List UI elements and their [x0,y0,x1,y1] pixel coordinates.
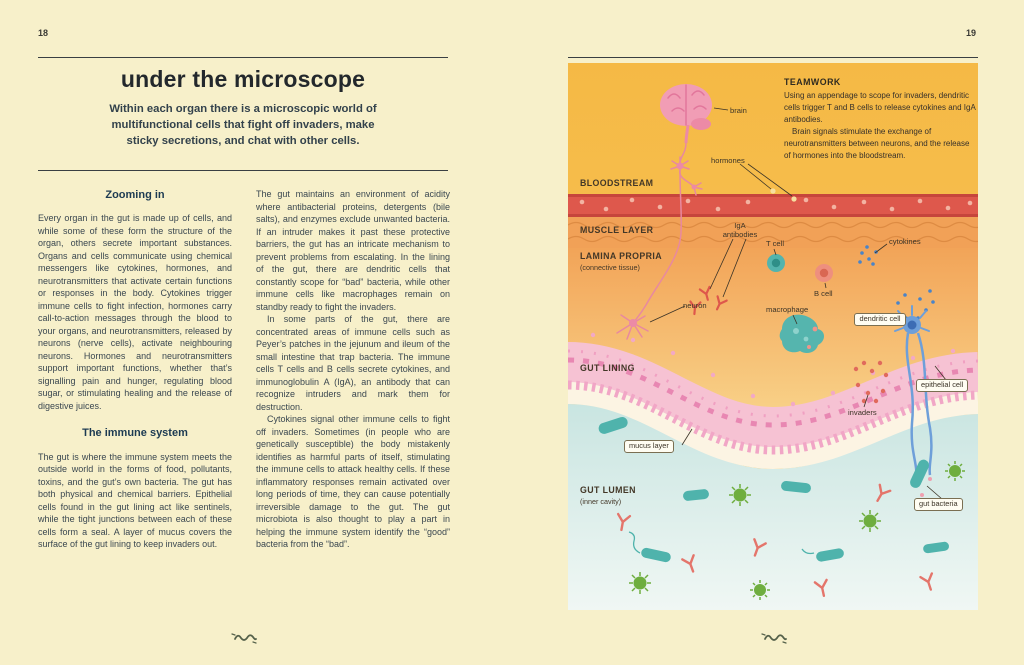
teamwork-body-2: Brain signals stimulate the exchange of neurotransmitters between neurons, and the release of hormones into the bloodstream. [784,127,970,160]
label-dendritic-cell: dendritic cell [854,313,906,326]
label-muscle-layer: MUSCLE LAYER [580,225,654,235]
page-number-left: 18 [38,28,49,38]
label-mucus-layer: mucus layer [624,440,674,453]
label-gut-lumen-sub: (inner cavity) [580,497,622,506]
teamwork-annotation [784,77,976,162]
label-macrophage: macrophage [766,305,809,314]
heading-immune-system: The immune system [82,427,188,440]
top-rule-right [568,57,978,58]
label-cytokines: cytokines [889,237,921,246]
teamwork-body-1: Using an appendage to scope for invaders, dendritic cells trigger T and B cells to release cytokines and IgA antibodies. [784,91,976,124]
teamwork-title: TEAMWORK [784,77,841,87]
label-brain: brain [730,106,747,115]
peyers-patches-paragraph: In some parts of the gut, there are concentrated areas of immune cells such as Peyer’s patches in the jejunum and ileum of the small intestine that trap bacteria. The immune cells T cells and B cells secrete cytokines, and immunoglobulin A (IgA), an antibody that can recognize intruders and mark them for destruction. [256,314,450,412]
page-number-right: 19 [966,28,977,38]
left-column [38,188,232,551]
zooming-in-paragraph: Every organ in the gut is made up of cells, and while some of these form the structure of the organ, others secrete important substances. Organs and cells communicate using chemical messengers like cytokines, hormones, and neurotransmitters that activate certain functions or responses in the body. Cytokines trigger immune cells to fight infection, hormones carry call-to-action messages through the blood to your organs, and neurotransmitters, released by neurons (nerve cells), activate neighbouring neurons. Hormones and neurotransmitters support important functions, whether that’s signalling pain and hunger, regulating blood sugar, or stimulating healing and the release of digestive juices. [38,213,232,411]
label-lamina-propria: LAMINA PROPRIA [580,251,663,261]
label-neuron: neuron [683,301,707,310]
immune-system-paragraph: The gut is where the immune system meets the outside world in the forms of food, pollutants, toxins, and the gut’s own bacteria. The gut has both physical and chemical barriers. Epithelial cells found in the gut lining act like sentinels, while the tight junctions between each of these cells form a seal. A layer of mucus covers the surface of the gut lining to keep invaders out. [38,451,232,550]
right-column [256,188,450,551]
label-iga-antibodies: IgA antibodies [722,221,758,240]
gut-diagram [568,63,978,610]
top-rule-left [38,57,448,58]
label-gut-bacteria: gut bacteria [914,498,963,511]
acidity-paragraph: The gut maintains an environment of acidity where antibacterial proteins, detergents (bile salts), and enzymes exclude unwanted bacteria. If an intruder makes it past these protective barriers, the gut has an intricate mechanism to prevent problems from escalating. In the lining of the gut, there are dendritic cells that constantly scope for “bad” bacteria, while other immune cells like macrophages remain on standby ready to fight the invaders. [256,189,450,312]
label-lamina-propria-sub: (connective tissue) [580,263,640,272]
heading-zooming-in: Zooming in [105,189,165,201]
label-b-cell: B cell [814,289,833,298]
label-bloodstream: BLOODSTREAM [580,178,654,188]
label-hormones: hormones [711,156,745,165]
page-subtitle: Within each organ there is a microscopic world of multifunctional cells that fight off invaders, make sticky secretions, and chat with other cells. [109,103,377,148]
label-gut-lumen: GUT LUMEN [580,485,636,495]
cytokines-paragraph: Cytokines signal other immune cells to fight off invaders. Sometimes (in people who are genetically susceptible) the body mistakenly identifies as harmful parts of itself, stimulating the immune cells to attack healthy cells. If these inflammatory responses remain activated over long periods of time, they can cause potentially irreversible damage to the gut. The gut microbiota is also thought to play a part in helping the immune system identify the “good” bacteria from the “bad”. [256,414,450,549]
intestines-icon [761,630,787,645]
page-title: under the microscope [120,66,366,92]
mid-rule-left [38,170,448,171]
label-invaders: invaders [848,408,877,417]
intestines-icon [231,630,257,645]
label-t-cell: T cell [766,239,785,248]
label-gut-lining: GUT LINING [580,363,635,373]
label-epithelial-cell: epithelial cell [916,379,968,392]
